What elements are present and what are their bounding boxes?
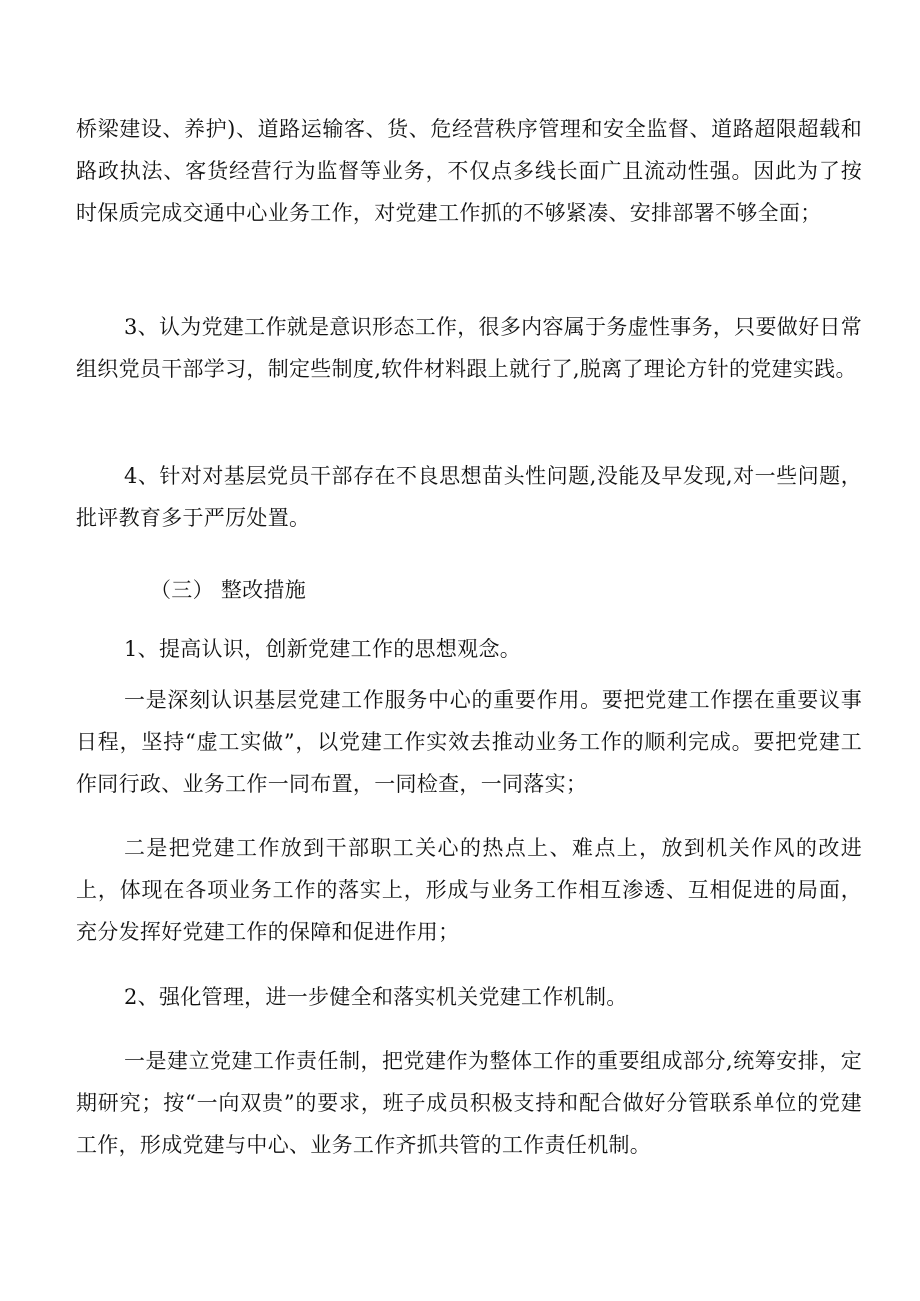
measure-1-point-1: 一是深刻认识基层党建工作服务中心的重要作用。要把党建工作摆在重要议事日程，坚持“虚工实做”，以党建工作实效去推动业务工作的顺利完成。要把党建工作同行政、业务工作一同布置，一同检查，一同落实；	[76, 688, 862, 796]
section-heading: （三） 整改措施	[150, 578, 307, 602]
measure-1-title: 1、提高认识，创新党建工作的思想观念。	[124, 637, 522, 661]
paragraph-item-3: 3、认为党建工作就是意识形态工作，很多内容属于务虚性事务，只要做好日常组织党员干部学习，制定些制度,软件材料跟上就行了,脱离了理论方针的党建实践。	[76, 315, 862, 381]
measure-2-title: 2、强化管理，进一步健全和落实机关党建工作机制。	[124, 985, 628, 1009]
paragraph-item-4: 4、针对对基层党员干部存在不良思想苗头性问题,没能及早发现,对一些问题，批评教育多于严厉处置。	[76, 464, 862, 530]
measure-2-point-1: 一是建立党建工作责任制，把党建作为整体工作的重要组成部分,统筹安排，定期研究；按“一向双贵”的要求，班子成员积极支持和配合做好分管联系单位的党建工作，形成党建与中心、业务工作齐抓共管的工作责任机制。	[76, 1049, 862, 1157]
measure-1-point-2: 二是把党建工作放到干部职工关心的热点上、难点上，放到机关作风的改进上，体现在各项业务工作的落实上，形成与业务工作相互渗透、互相促进的局面，充分发挥好党建工作的保障和促进作用；	[76, 836, 862, 944]
paragraph-continuation: 桥梁建设、养护)、道路运输客、货、危经营秩序管理和安全监督、道路超限超载和路政执法、客货经营行为监督等业务，不仅点多线长面广且流动性强。因此为了按时保质完成交通中心业务工作，对党建工作抓的不够紧凑、安排部署不够全面；	[76, 117, 862, 225]
